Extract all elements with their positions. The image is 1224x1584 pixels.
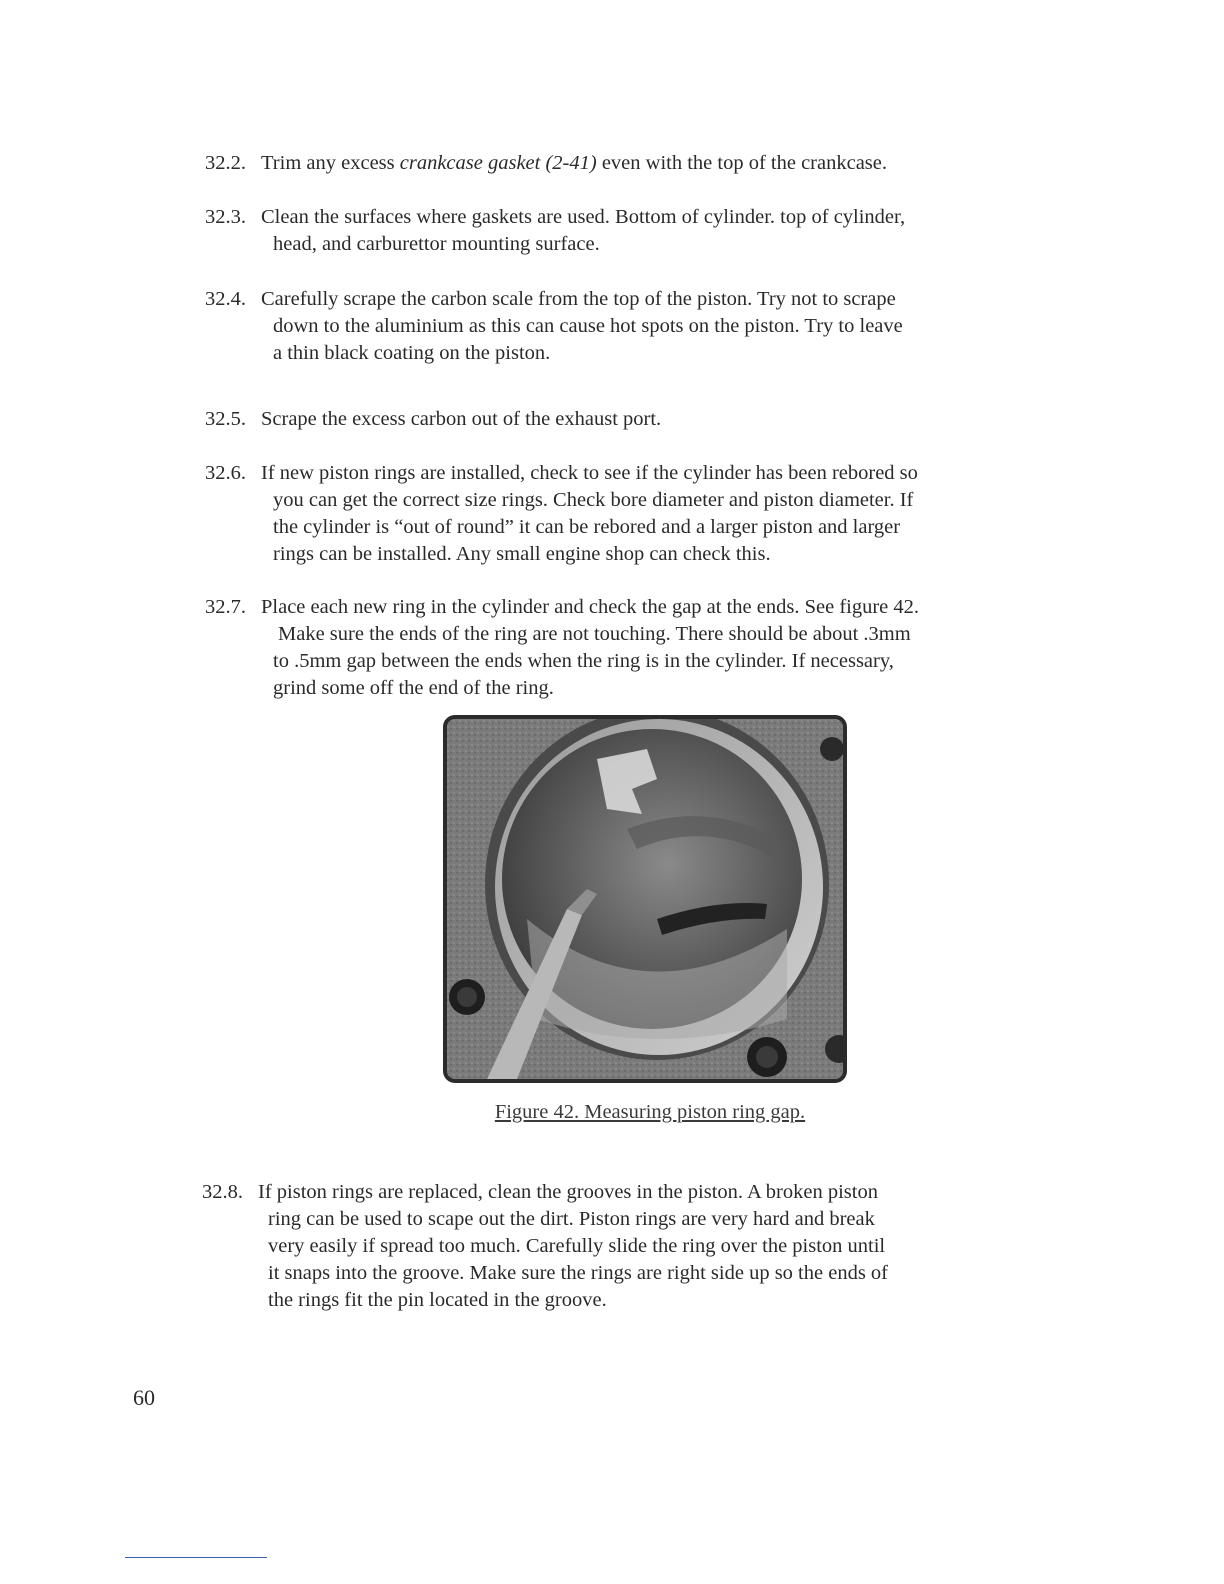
- step-32-5: [205, 406, 1005, 433]
- step-number: 32.6.: [205, 462, 246, 484]
- step-text: Trim any excess: [261, 152, 400, 174]
- step-text: Place each new ring in the cylinder and check the gap at the ends. See figure 42.: [261, 596, 920, 618]
- cylinder-bore-image: [447, 719, 843, 1079]
- step-text: even with the top of the crankcase.: [596, 152, 888, 174]
- step-text: a thin black coating on the piston.: [273, 342, 551, 364]
- step-text: Clean the surfaces where gaskets are used. Bottom of cylinder. top of cylinder,: [261, 206, 906, 228]
- step-number: 32.5.: [205, 408, 246, 430]
- step-text: very easily if spread too much. Carefully slide the ring over the piston until: [268, 1235, 886, 1257]
- step-number: 32.7.: [205, 596, 246, 618]
- step-text: the cylinder is “out of round” it can be rebored and a larger piston and larger: [273, 516, 901, 538]
- step-32-7: [205, 594, 1005, 702]
- step-number: 32.8.: [202, 1181, 243, 1203]
- step-32-2: [205, 150, 1005, 177]
- step-text: Make sure the ends of the ring are not touching. There should be about .3mm: [278, 623, 911, 645]
- step-text: If piston rings are replaced, clean the grooves in the piston. A broken piston: [258, 1181, 878, 1203]
- step-text: If new piston rings are installed, check to see if the cylinder has been rebored so: [261, 462, 918, 484]
- figure-42-photo: [443, 715, 847, 1083]
- step-text: the rings fit the pin located in the groove.: [268, 1289, 607, 1311]
- step-number: 32.4.: [205, 288, 246, 310]
- step-text: Carefully scrape the carbon scale from the top of the piston. Try not to scrape: [261, 288, 896, 310]
- step-32-6: [205, 460, 1005, 568]
- step-text: ring can be used to scape out the dirt. Piston rings are very hard and break: [268, 1208, 875, 1230]
- step-text: grind some off the end of the ring.: [273, 677, 554, 699]
- part-reference: crankcase gasket (2-41): [399, 152, 597, 174]
- step-32-8: [202, 1179, 1002, 1314]
- footnote-divider: [125, 1557, 267, 1558]
- step-number: 32.3.: [205, 206, 246, 228]
- step-text: you can get the correct size rings. Check bore diameter and piston diameter. If: [273, 489, 914, 511]
- step-text: it snaps into the groove. Make sure the rings are right side up so the ends of: [268, 1262, 888, 1284]
- step-text: head, and carburettor mounting surface.: [273, 233, 600, 255]
- step-text: Scrape the excess carbon out of the exhaust port.: [261, 408, 662, 430]
- step-32-3: [205, 204, 1005, 258]
- figure-caption: Figure 42. Measuring piston ring gap.: [494, 1101, 806, 1123]
- step-32-4: [205, 286, 1005, 367]
- step-text: down to the aluminium as this can cause hot spots on the piston. Try to leave: [273, 315, 903, 337]
- page-number: 60: [133, 1385, 155, 1410]
- step-text: rings can be installed. Any small engine shop can check this.: [273, 543, 771, 565]
- step-number: 32.2.: [205, 152, 246, 174]
- step-text: to .5mm gap between the ends when the ring is in the cylinder. If necessary,: [273, 650, 894, 672]
